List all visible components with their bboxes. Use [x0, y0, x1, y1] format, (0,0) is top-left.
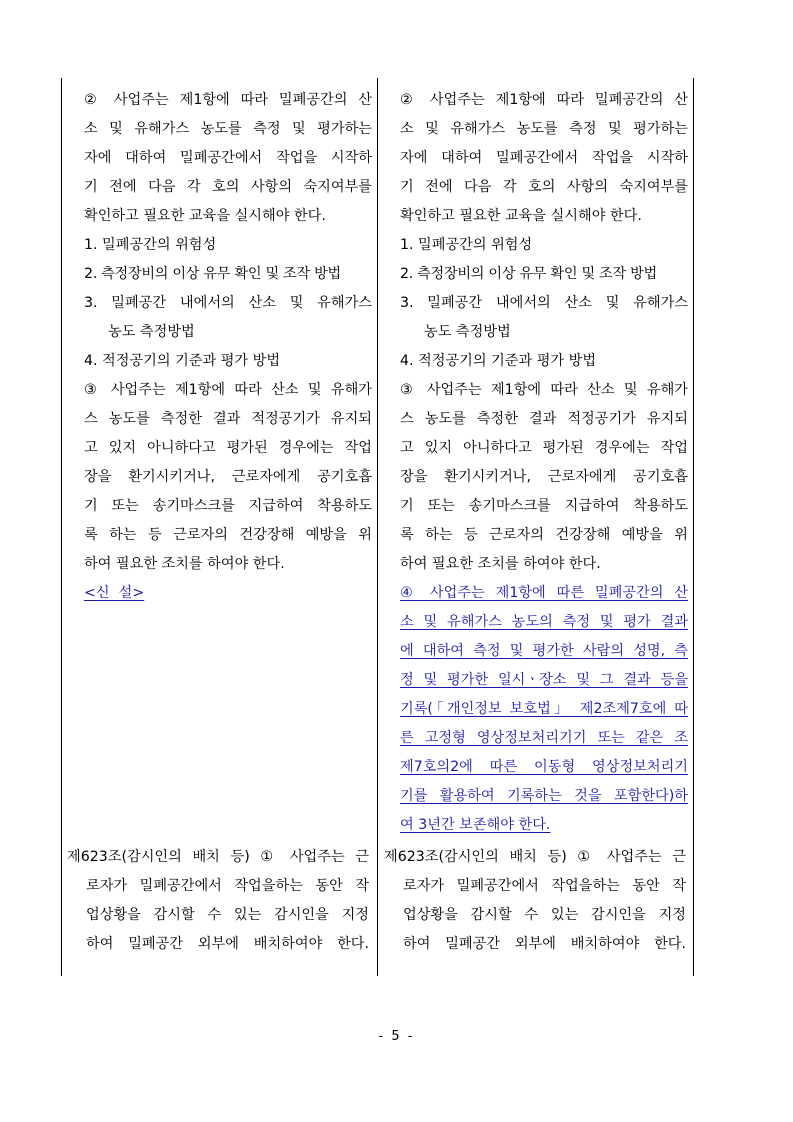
list-item: 1. 밀폐공간의 위험성: [84, 237, 217, 253]
list-item: 4. 적정공기의 기준과 평가 방법: [84, 353, 281, 369]
article-623-amended: 제623조(감시인의 배치 등) ① 사업주는 근 로자가 밀폐공간에서 작업을하는 동안 작 업상황을 감시할 수 있는 감시인을 지정 하여 밀폐공간 외부에 배치하여야 한다.: [384, 849, 686, 952]
amended-text-column: [400, 86, 688, 840]
list-item: 4. 적정공기의 기준과 평가 방법: [400, 353, 597, 369]
list-item: 1. 밀폐공간의 위험성: [400, 237, 533, 253]
list-item: 3. 밀폐공간 내에서의 산소 및 유해가스: [400, 295, 688, 311]
comparison-table: [61, 78, 694, 976]
page-number: - 5 -: [378, 1029, 415, 1044]
list-item: 2. 측정장비의 이상 유무 확인 및 조작 방법: [400, 266, 657, 282]
item-list: [84, 231, 372, 376]
paragraph-4-amendment: ④ 사업주는 제1항에 따른 밀폐공간의 산 소 및 유해가스 농도의 측정 및 평가 결과 에 대하여 측정 및 평가한 사람의 성명, 측 정 및 평가한 일시ㆍ장소 및 그 결과 등을 기록(「개인정보 보호법」 제2조제7호에 따 른 고정형 영상정보처리기기 또는 같은 조 제7호의2에 따른 이동형 영상정보처리기 기를 활용하여 기록하는 것을 포함한다)하 여 3년간 보존해야 한다.: [400, 585, 688, 833]
table-divider: [377, 78, 378, 976]
paragraph-3: ③ 사업주는 제1항에 따라 산소 및 유해가 스 농도를 측정한 결과 적정공기가 유지되 고 있지 아니하다고 평가된 경우에는 작업 장을 환기시키거나, 근로자에게 공기호흡 기 또는 송기마스크를 지급하여 착용하도 록 하는 등 근로자의 건강장해 예방을 위 하여 필요한 조치를 하여야 한다.: [400, 382, 688, 572]
list-item: 3. 밀폐공간 내에서의 산소 및 유해가스: [84, 295, 372, 311]
table-border-left: [61, 78, 62, 976]
current-text-column: [84, 86, 372, 608]
paragraph-2: ② 사업주는 제1항에 따라 밀폐공간의 산 소 및 유해가스 농도를 측정 및 평가하는 자에 대하여 밀폐공간에서 작업을 시작하 기 전에 다음 각 호의 사항의 숙지여부를 확인하고 필요한 교육을 실시해야 한다.: [84, 92, 372, 224]
list-item: 2. 측정장비의 이상 유무 확인 및 조작 방법: [84, 266, 341, 282]
item-list: [400, 231, 688, 376]
paragraph-2: ② 사업주는 제1항에 따라 밀폐공간의 산 소 및 유해가스 농도를 측정 및 평가하는 자에 대하여 밀폐공간에서 작업을 시작하 기 전에 다음 각 호의 사항의 숙지여부를 확인하고 필요한 교육을 실시해야 한다.: [400, 92, 688, 224]
list-item-continuation: 농도 측정방법: [424, 324, 511, 340]
table-border-right: [693, 78, 694, 976]
paragraph-3: ③ 사업주는 제1항에 따라 산소 및 유해가 스 농도를 측정한 결과 적정공기가 유지되 고 있지 아니하다고 평가된 경우에는 작업 장을 환기시키거나, 근로자에게 공기호흡 기 또는 송기마스크를 지급하여 착용하도 록 하는 등 근로자의 건강장해 예방을 위 하여 필요한 조치를 하여야 한다.: [84, 382, 372, 572]
new-provision-label: <신 설>: [84, 585, 145, 601]
article-623-current: 제623조(감시인의 배치 등) ① 사업주는 근 로자가 밀폐공간에서 작업을하는 동안 작 업상황을 감시할 수 있는 감시인을 지정 하여 밀폐공간 외부에 배치하여야 한다.: [67, 849, 369, 952]
list-item-continuation: 농도 측정방법: [108, 324, 195, 340]
